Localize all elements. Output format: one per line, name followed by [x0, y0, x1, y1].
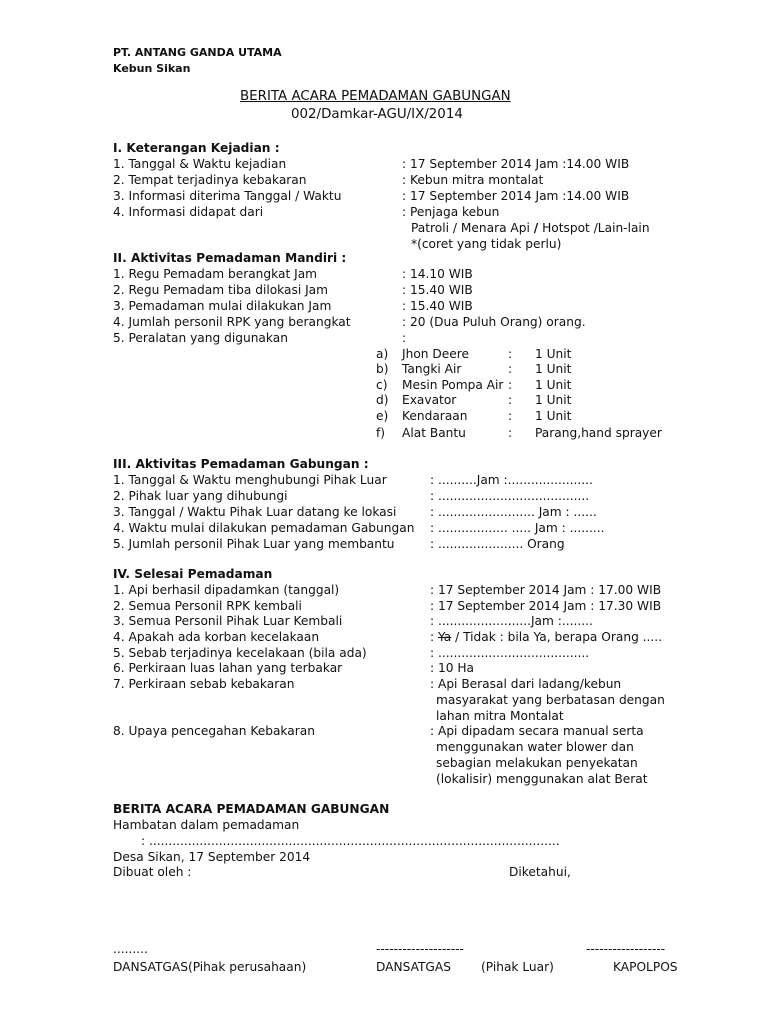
equipment-name: Mesin Pompa Air: [402, 378, 504, 392]
s1-row-2-label: 2. Tempat terjadinya kebakaran: [113, 173, 307, 187]
s1-row-1-value: : 17 September 2014 Jam :14.00 WIB: [402, 157, 630, 171]
s4-row-7-value: : Api Berasal dari ladang/kebun: [430, 677, 622, 691]
s3-row-4-label: 4. Waktu mulai dilakukan pemadaman Gabungan: [113, 521, 415, 535]
equipment-name: Jhon Deere: [402, 347, 469, 361]
s4-row-3-value: : ........................Jam :........: [430, 614, 593, 628]
s2-row-1-value: : 14.10 WIB: [402, 267, 473, 281]
section-3-heading: III. Aktivitas Pemadaman Gabungan :: [113, 457, 369, 471]
s3-row-2-label: 2. Pihak luar yang dihubungi: [113, 489, 288, 503]
s4-row-2-label: 2. Semua Personil RPK kembali: [113, 599, 302, 613]
equipment-letter: e): [376, 409, 389, 423]
s4-row-4-value: [430, 630, 662, 645]
equipment-qty: 1 Unit: [535, 409, 572, 423]
equipment-qty: 1 Unit: [535, 378, 572, 392]
equipment-letter: c): [376, 378, 388, 392]
equipment-colon: :: [508, 409, 513, 423]
s4-row-2-value: : 17 September 2014 Jam : 17.30 WIB: [430, 599, 662, 613]
signatory-external-party: (Pihak Luar): [481, 960, 554, 974]
equipment-letter: d): [376, 393, 389, 407]
equipment-colon: :: [508, 362, 513, 376]
s2-row-3-value: : 15.40 WIB: [402, 299, 473, 313]
section-2-heading: II. Aktivitas Pemadaman Mandiri :: [113, 251, 347, 265]
info-source-options-a: Patroli / Menara Api: [411, 221, 534, 235]
equipment-qty: 1 Unit: [535, 362, 572, 376]
s2-row-1-label: 1. Regu Pemadam berangkat Jam: [113, 267, 318, 281]
acknowledged-label: Diketahui,: [509, 865, 571, 879]
victim-struck-option: Ya: [437, 630, 452, 644]
s4-row-8-value-cont: menggunakan water blower dan: [436, 740, 634, 754]
s1-row-1-label: 1. Tanggal & Waktu kejadian: [113, 157, 287, 171]
info-source-options: [411, 221, 650, 236]
s4-row-5-label: 5. Sebab terjadinya kecelakaan (bila ada): [113, 646, 367, 660]
s4-row-8-value-cont: sebagian melakukan penyekatan: [436, 756, 638, 770]
equipment-qty: 1 Unit: [535, 347, 572, 361]
s3-row-3-label: 3. Tanggal / Waktu Pihak Luar datang ke lokasi: [113, 505, 397, 519]
equipment-letter: f): [376, 426, 386, 440]
equipment-name: Kendaraan: [402, 409, 468, 423]
place-date: Desa Sikan, 17 September 2014: [113, 850, 311, 864]
s3-row-5-value: : ...................... Orang: [430, 537, 565, 551]
s3-row-1-value: : ..........Jam :......................: [430, 473, 593, 487]
s4-row-8-label: 8. Upaya pencegahan Kebakaran: [113, 724, 315, 738]
s1-row-4-label: 4. Informasi didapat dari: [113, 205, 264, 219]
victim-colon: :: [430, 630, 438, 644]
s4-row-6-label: 6. Perkiraan luas lahan yang terbakar: [113, 661, 343, 675]
equipment-colon: :: [508, 378, 513, 392]
s4-row-8-value: : Api dipadam secara manual serta: [430, 724, 644, 738]
equipment-name: Exavator: [402, 393, 457, 407]
equipment-letter: a): [376, 347, 389, 361]
s4-row-7-label: 7. Perkiraan sebab kebakaran: [113, 677, 295, 691]
s3-row-1-label: 1. Tanggal & Waktu menghubungi Pihak Luar: [113, 473, 387, 487]
info-source-options-b: Hotspot /Lain-lain: [538, 221, 650, 235]
s2-row-2-value: : 15.40 WIB: [402, 283, 473, 297]
s4-row-5-value: : .......................................: [430, 646, 590, 660]
signatory-company: DANSATGAS(Pihak perusahaan): [113, 960, 307, 974]
equipment-name: Alat Bantu: [402, 426, 466, 440]
signatory-external: DANSATGAS: [376, 960, 451, 974]
equipment-colon: :: [508, 393, 513, 407]
equipment-qty: 1 Unit: [535, 393, 572, 407]
s1-row-3-value: : 17 September 2014 Jam :14.00 WIB: [402, 189, 630, 203]
obstacle-value: : ..........................................................................................................: [141, 834, 560, 848]
victim-rest: / Tidak : bila Ya, berapa Orang .....: [451, 630, 663, 644]
s4-row-7-value-cont: lahan mitra Montalat: [436, 709, 564, 723]
company-name: PT. ANTANG GANDA UTAMA: [113, 46, 282, 59]
footer-heading: BERITA ACARA PEMADAMAN GABUNGAN: [113, 802, 390, 816]
s4-row-1-label: 1. Api berhasil dipadamkan (tanggal): [113, 583, 340, 597]
made-by-label: Dibuat oleh :: [113, 865, 192, 879]
s4-row-3-label: 3. Semua Personil Pihak Luar Kembali: [113, 614, 343, 628]
s2-row-5-value: :: [402, 331, 407, 345]
signature-line-company: .........: [113, 942, 148, 956]
s1-row-3-label: 3. Informasi diterima Tanggal / Waktu: [113, 189, 342, 203]
s4-row-8-value-cont: (lokalisir) menggunakan alat Berat: [436, 772, 648, 786]
s3-row-3-value: : ......................... Jam : ......: [430, 505, 597, 519]
s4-row-1-value: : 17 September 2014 Jam : 17.00 WIB: [430, 583, 662, 597]
section-1-heading: I. Keterangan Kejadian :: [113, 141, 280, 155]
s3-row-5-label: 5. Jumlah personil Pihak Luar yang membantu: [113, 537, 395, 551]
s2-row-4-value: : 20 (Dua Puluh Orang) orang.: [402, 315, 586, 329]
signatory-police: KAPOLPOS: [613, 960, 678, 974]
estate-name: Kebun Sikan: [113, 62, 191, 75]
s4-row-6-value: : 10 Ha: [430, 661, 474, 675]
document-number: 002/Damkar-AGU/IX/2014: [291, 107, 463, 122]
s2-row-5-label: 5. Peralatan yang digunakan: [113, 331, 288, 345]
equipment-colon: :: [508, 347, 513, 361]
s4-row-7-value-cont: masyarakat yang berbatasan dengan: [436, 693, 665, 707]
equipment-qty: Parang,hand sprayer: [535, 426, 662, 440]
info-source-slash: /: [533, 221, 539, 235]
s1-row-2-value: : Kebun mitra montalat: [402, 173, 544, 187]
s2-row-4-label: 4. Jumlah personil RPK yang berangkat: [113, 315, 351, 329]
s3-row-2-value: : .......................................: [430, 489, 590, 503]
s4-row-4-label: 4. Apakah ada korban kecelakaan: [113, 630, 320, 644]
s2-row-2-label: 2. Regu Pemadam tiba dilokasi Jam: [113, 283, 329, 297]
document-title: BERITA ACARA PEMADAMAN GABUNGAN: [240, 89, 511, 104]
signature-line-police: ------------------: [586, 942, 666, 956]
signature-line-external: --------------------: [376, 942, 464, 956]
equipment-name: Tangki Air: [402, 362, 462, 376]
equipment-colon: :: [508, 426, 513, 440]
s2-row-3-label: 3. Pemadaman mulai dilakukan Jam: [113, 299, 332, 313]
info-source-note: *(coret yang tidak perlu): [411, 237, 562, 251]
equipment-letter: b): [376, 362, 389, 376]
obstacle-label: Hambatan dalam pemadaman: [113, 818, 300, 832]
s1-row-4-value: : Penjaga kebun: [402, 205, 500, 219]
s3-row-4-value: : .................. ..... Jam : .........: [430, 521, 605, 535]
section-4-heading: IV. Selesai Pemadaman: [113, 567, 273, 581]
